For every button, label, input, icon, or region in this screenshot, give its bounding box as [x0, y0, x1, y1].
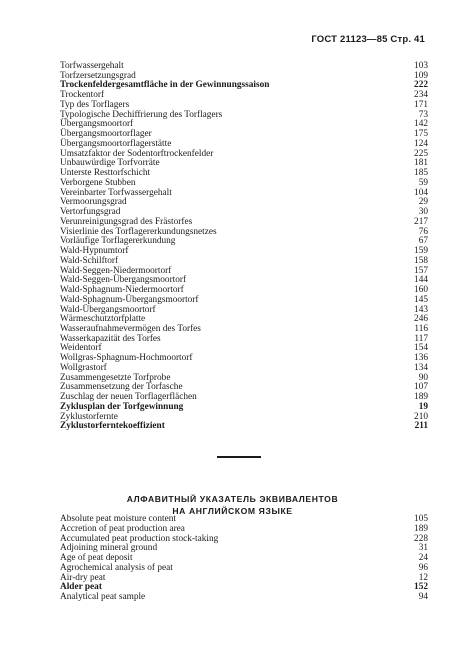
index-entry — [60, 402, 428, 412]
index-entry — [60, 392, 428, 402]
index-page-number: 171 — [414, 99, 428, 110]
index-entry — [60, 412, 428, 422]
index-entry — [60, 217, 428, 227]
index-entry — [60, 197, 428, 207]
index-term: Unterste Resttorfschicht — [60, 168, 151, 179]
index-page-number: 246 — [414, 314, 428, 325]
index-page-number: 154 — [414, 343, 428, 354]
index-term: Agrochemical analysis of peat — [60, 562, 173, 573]
index-term: Accretion of peat production area — [60, 523, 185, 534]
index-term: Wald-Seggen-Niedermoortorf — [60, 265, 172, 276]
index-page-number: 12 — [418, 572, 428, 583]
index-term: Adjoining mineral ground — [60, 543, 158, 554]
index-entry — [60, 246, 428, 256]
index-entry — [60, 275, 428, 285]
index-page-number: 143 — [414, 304, 428, 315]
index-entry — [60, 382, 428, 392]
index-entry — [60, 334, 428, 344]
index-term: Übergangsmoortorflager — [60, 129, 152, 140]
index-page-number: 124 — [414, 138, 428, 149]
index-page-number: 144 — [414, 275, 428, 286]
index-term: Visierlinie des Torflagererkundungsnetzes — [60, 226, 217, 237]
index-entry — [60, 80, 428, 90]
index-term: Typologische Dechiffrierung des Torflagers — [60, 109, 223, 120]
index-term: Accumulated peat production stock-taking — [60, 533, 219, 544]
index-term: Wald-Sphagnum-Übergangsmoortorf — [60, 294, 199, 305]
index-term: Zyklusplan der Torfgewinnung — [60, 401, 184, 412]
index-entry — [60, 582, 428, 592]
index-term: Übergangsmoortorflagerstätte — [60, 138, 172, 149]
index-entry — [60, 592, 428, 602]
index-term: Trockenfeldergesamtfläche in der Gewinnungssaison — [60, 80, 270, 91]
index-term: Übergangsmoortorf — [60, 119, 134, 130]
index-page-number: 189 — [414, 523, 428, 534]
index-page-number: 104 — [414, 187, 428, 198]
index-entry — [60, 129, 428, 139]
index-term: Wasserkapazität des Torfes — [60, 333, 161, 344]
index-term: Wald-Schilftorf — [60, 255, 119, 266]
index-page-number: 31 — [418, 543, 428, 554]
index-page-number: 175 — [414, 129, 428, 140]
index-term: Wald-Übergangsmoortorf — [60, 304, 156, 315]
index-page-number: 67 — [418, 236, 428, 247]
index-entry — [60, 534, 428, 544]
index-term: Verborgene Stubben — [60, 177, 136, 188]
index-term: Wollgrastorf — [60, 362, 107, 373]
index-page-number: 228 — [414, 533, 428, 544]
index-page-number: 136 — [414, 353, 428, 364]
index-page-number: 225 — [414, 148, 428, 159]
index-page-number: 94 — [418, 592, 428, 602]
index-term: Vermoorungsgrad — [60, 197, 127, 208]
index-entry — [60, 295, 428, 305]
index-term: Absolute peat moisture content — [60, 514, 176, 524]
index-page-number: 185 — [414, 168, 428, 179]
index-term: Umsatzfaktor der Sodentorftrockenfelder — [60, 148, 214, 159]
index-entry — [60, 343, 428, 353]
index-term: Trockentorf — [60, 90, 105, 101]
index-page-number: 105 — [414, 514, 428, 524]
index-page-number: 19 — [418, 401, 428, 412]
index-entry — [60, 573, 428, 583]
index-entry — [60, 524, 428, 534]
index-page-number: 158 — [414, 255, 428, 266]
index-term: Wärmeschutztorfplatte — [60, 314, 146, 325]
index-page-number: 211 — [414, 421, 428, 432]
english-index-title-line1: АЛФАВИТНЫЙ УКАЗАТЕЛЬ ЭКВИВАЛЕНТОВ — [126, 494, 339, 504]
index-entry — [60, 324, 428, 334]
index-term: Unbauwürdige Torfvorräte — [60, 158, 160, 169]
index-page-number: 90 — [418, 372, 428, 383]
index-term: Zuschlag der neuen Torflagerflächen — [60, 392, 197, 403]
index-term: Alder peat — [60, 582, 102, 593]
index-page-number: 222 — [414, 80, 428, 91]
index-entry — [60, 363, 428, 373]
index-term: Wasseraufnahmevermögen des Torfes — [60, 323, 201, 334]
index-entry — [60, 305, 428, 315]
index-page-number: 107 — [414, 382, 428, 393]
section-divider — [217, 456, 261, 458]
index-entry — [60, 553, 428, 563]
index-page-number: 142 — [414, 119, 428, 130]
index-term: Zyklustorferntekoeffizient — [60, 421, 165, 432]
index-term: Vorläufige Torflagererkundung — [60, 236, 176, 247]
index-entry — [60, 178, 428, 188]
index-entry — [60, 563, 428, 573]
index-term: Wald-Sphagnum-Niedermoortorf — [60, 285, 184, 296]
index-page-number: 76 — [418, 226, 428, 237]
index-page-number: 157 — [414, 265, 428, 276]
index-term: Zusammensetzung der Torfasche — [60, 382, 183, 393]
index-page-number: 59 — [418, 177, 428, 188]
index-term: Verunreinigungsgrad des Frästorfes — [60, 216, 193, 227]
index-entry — [60, 256, 428, 266]
index-term: Weidentorf — [60, 343, 102, 354]
index-term: Wald-Seggen-Übergangsmoortorf — [60, 275, 187, 286]
index-entry — [60, 514, 428, 524]
index-page-number: 234 — [414, 90, 428, 101]
index-page-number: 134 — [414, 362, 428, 373]
index-term: Typ des Torflagers — [60, 99, 130, 110]
index-page-number: 117 — [414, 333, 428, 344]
index-page-number: 109 — [414, 70, 428, 81]
index-page-number: 145 — [414, 294, 428, 305]
index-term: Age of peat deposit — [60, 553, 133, 563]
index-term: Air-dry peat — [60, 572, 106, 583]
index-page-number: 217 — [414, 216, 428, 227]
index-term: Wollgras-Sphagnum-Hochmoortorf — [60, 353, 193, 364]
index-page-number: 159 — [414, 246, 428, 257]
index-entry — [60, 100, 428, 110]
index-entry — [60, 139, 428, 149]
index-entry — [60, 158, 428, 168]
index-page-number: 152 — [414, 582, 428, 593]
index-term: Vereinbarter Torfwassergehalt — [60, 187, 172, 198]
page-header: ГОСТ 21123—85 Стр. 41 — [311, 34, 425, 45]
index-page-number: 29 — [418, 197, 428, 208]
index-page-number: 73 — [418, 109, 428, 120]
index-page-number: 30 — [418, 207, 428, 218]
index-page-number: 24 — [418, 553, 428, 563]
index-entry — [60, 61, 428, 71]
index-entry — [60, 207, 428, 217]
english-index-title-line2: НА АНГЛИЙСКОМ ЯЗЫКЕ — [172, 506, 293, 516]
index-entry — [60, 236, 428, 246]
index-term: Torfwassergehalt — [60, 61, 124, 71]
index-entry — [60, 119, 428, 129]
index-page-number: 210 — [414, 411, 428, 422]
index-page-number: 181 — [414, 158, 428, 169]
index-term: Zyklustorfernte — [60, 411, 118, 422]
index-entry — [60, 353, 428, 363]
index-entry — [60, 543, 428, 553]
index-page-number: 116 — [414, 323, 428, 334]
index-entry — [60, 90, 428, 100]
index-term: Wald-Hypnumtorf — [60, 246, 129, 257]
index-page-number: 160 — [414, 285, 428, 296]
index-page-number: 103 — [414, 61, 428, 71]
index-entry — [60, 421, 428, 431]
index-page-number: 189 — [414, 392, 428, 403]
index-term: Vertorfungsgrad — [60, 207, 121, 218]
index-entry — [60, 168, 428, 178]
index-entry — [60, 314, 428, 324]
index-page-number: 96 — [418, 562, 428, 573]
index-term: Zusammengesetzte Torfprobe — [60, 372, 171, 383]
index-entry — [60, 71, 428, 81]
index-term: Analytical peat sample — [60, 592, 146, 602]
index-entry — [60, 285, 428, 295]
index-entry — [60, 188, 428, 198]
index-term: Torfzersetzungsgrad — [60, 70, 136, 81]
